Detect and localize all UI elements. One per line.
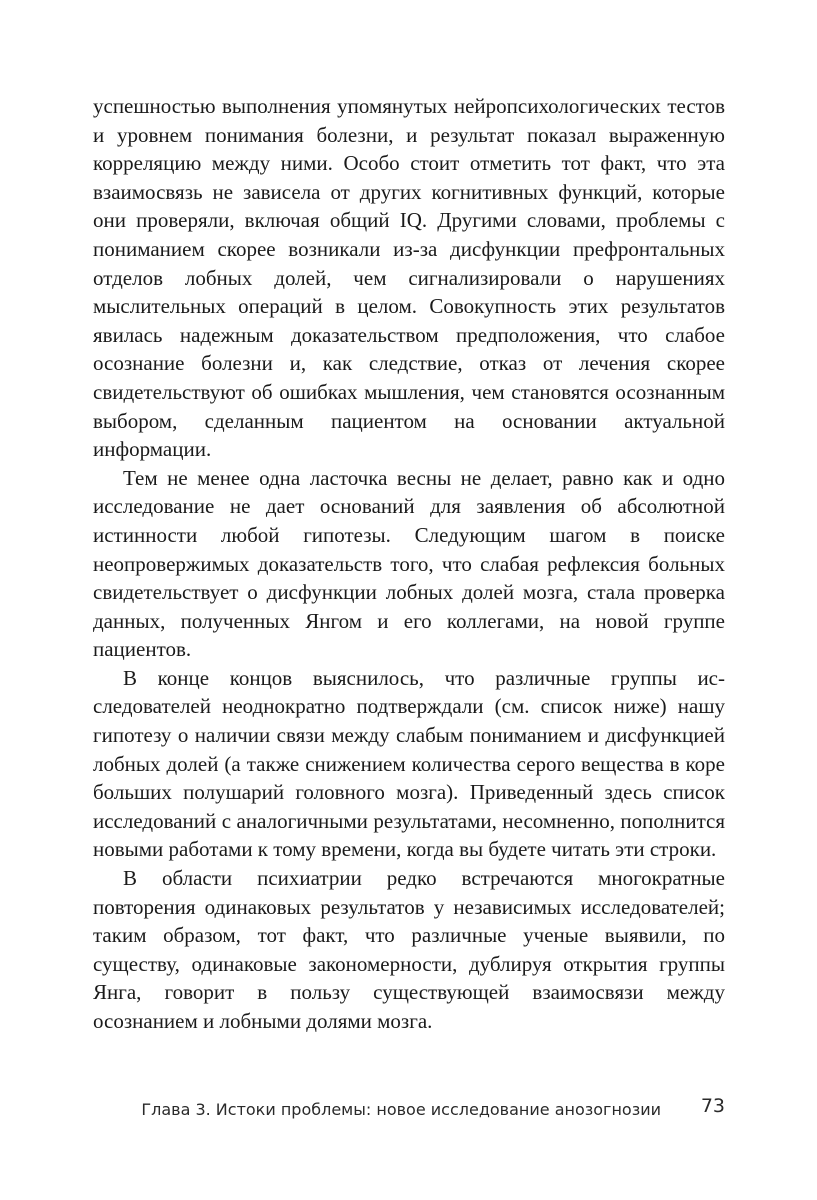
body-text	[93, 92, 725, 1036]
running-head: Глава 3. Истоки проблемы: новое исследование анозогнозии	[141, 1100, 661, 1119]
book-page	[93, 92, 725, 1152]
paragraph-2: Тем не менее одна ласточка весны не делает, равно как и одно исследование не дает оснований для заявления об абсолютной истинности любой гипотезы. Следующим шагом в поиске неопровержимых доказательств того, что слабая рефлексия больных свидетельствует о дисфункции лобных долей мозга, стала проверка данных, полученных Янгом и его коллегами, на новой группе пациентов.	[93, 465, 725, 662]
paragraph-1: успешностью выполнения упомянутых нейропсихологических тестов и уровнем понимания болезни, и результат показал выраженную корреляцию между ними. Особо стоит отметить тот факт, что эта взаимосвязь не зависела от других когнитивных функций, которые они проверяли, включая общий IQ. Другими словами, проблемы с пониманием скорее возникали из-за дисфункции префронтальных отделов лобных долей, чем сигнализировали о нарушениях мыслительных операций в целом. Совокупность этих результатов явилась надежным доказательством предположения, что слабое осознание болезни и, как следствие, отказ от лечения скорее свидетельствуют об ошибках мышления, чем становятся осознанным выбором, сделанным пациентом на основании актуальной информации.	[93, 94, 725, 462]
paragraph-4: В области психиатрии редко встречаются многократные повторения одинаковых результатов у независимых исследователей; таким образом, тот факт, что различные ученые выявили, по существу, одинаковые закономерности, дублируя открытия группы Янга, говорит в пользу существующей взаимосвязи между осознанием и лобными долями мозга.	[93, 866, 725, 1033]
page-number: 73	[700, 1095, 725, 1117]
paragraph-3: В конце концов выяснилось, что различные группы исследователей неоднократно подтверждали (см. список ниже) нашу гипотезу о наличии связи между слабым пониманием и дисфункцией лобных долей (а также снижением количества серого вещества в коре больших полушарий головного мозга). Приведенный здесь список исследований с аналогичными результатами, несомненно, пополнится новыми работами к тому времени, когда вы будете читать эти строки.	[93, 665, 725, 862]
page-footer	[93, 1096, 725, 1126]
